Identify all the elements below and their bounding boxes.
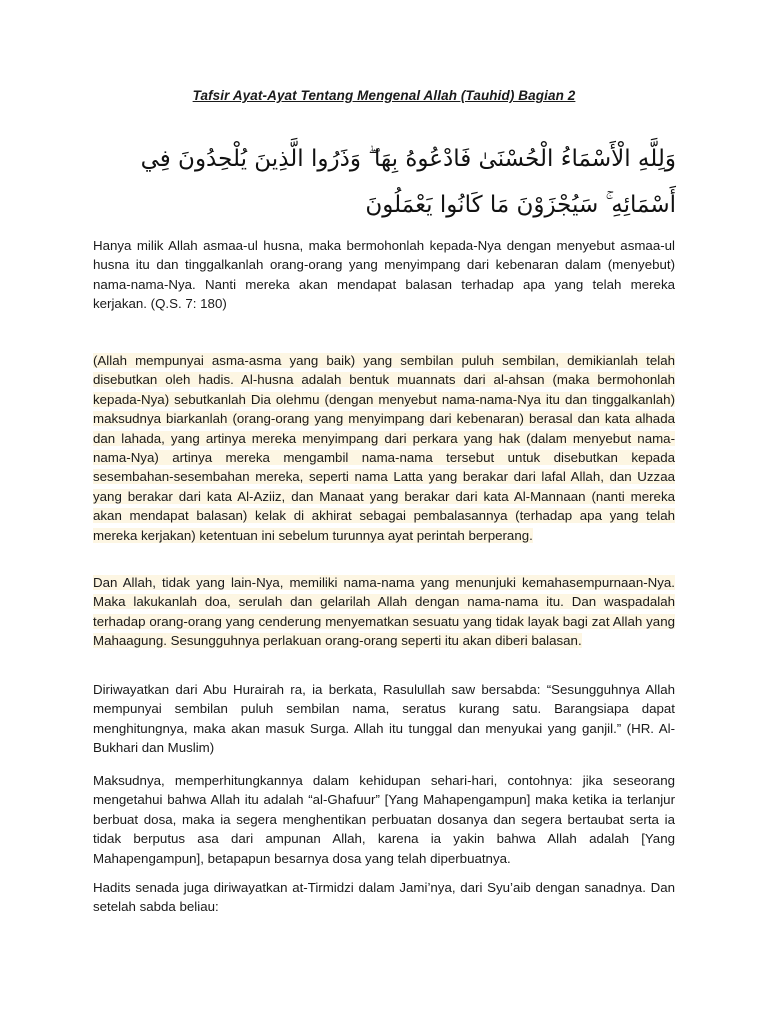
paragraph-tafsir-highlight bbox=[93, 351, 675, 545]
paragraph-tirmidzi: Hadits senada juga diriwayatkan at-Tirmidzi dalam Jami’nya, dari Syu’aib dengan sanadnya. Dan setelah sabda beliau: bbox=[93, 880, 675, 915]
highlighted-text: (Allah mempunyai asma-asma yang baik) yang sembilan puluh sembilan, demikianlah telah disebutkan oleh hadis. Al-husna adalah bentuk muannats dari al-ahsan (maka bermohonlah kepada-Nya) sebutkanlah Dia olehmu (dengan menyebut nama-nama-Nya itu dan tinggalkanlah) maksudnya biarkanlah (orang-orang yang menyimpang dari kebenaran) berasal dan kata alhada dan lahada, yang artinya mereka menyimpang dari perkara yang hak (dalam menyebut nama-nama-Nya) artinya mereka mengambil nama-nama tersebut untuk disebutkan kepada sesembahan-sesembahan mereka, seperti nama Latta yang berakar dari lafal Allah, dan Uzzaa yang berakar dari kata Al-Aziiz, dan Manaat yang berakar dari kata Al-Mannaan (nanti mereka akan mendapat balasan) kelak di akhirat sebagai pembalasannya (terhadap apa yang telah mereka kerjakan) ketentuan ini sebelum turunnya ayat perintah berperang. bbox=[93, 353, 675, 543]
paragraph-translation: Hanya milik Allah asmaa-ul husna, maka bermohonlah kepada-Nya dengan menyebut asmaa-ul husna itu dan tinggalkanlah orang-orang yang menyimpang dari kebenaran dalam (menyebut) nama-nama-Nya. Nanti mereka akan mendapat balasan terhadap apa yang telah mereka kerjakan. (Q.S. 7: 180) bbox=[93, 238, 675, 312]
document-title: Tafsir Ayat-Ayat Tentang Mengenal Allah (Tauhid) Bagian 2 bbox=[192, 88, 576, 103]
highlighted-text: Dan Allah, tidak yang lain-Nya, memiliki nama-nama yang menunjuki kemahasempurnaan-Nya. Maka lakukanlah doa, serulah dan gelarilah Allah dengan nama-nama itu. Dan waspadalah terhadap orang-orang yang cenderung menyematkan sesuatu yang tidak layak bagi zat Allah yang Mahaagung. Sesungguhnya perlakuan orang-orang seperti itu akan diberi balasan. bbox=[93, 575, 675, 649]
arabic-verse: وَلِلَّهِ الْأَسْمَاءُ الْحُسْنَىٰ فَادْعُوهُ بِهَا ۖ وَذَرُوا الَّذِينَ يُلْحِدُونَ فِي أَسْمَائِهِ ۚ سَيُجْزَوْنَ مَا كَانُوا يَعْمَلُونَ bbox=[140, 146, 676, 218]
paragraph-meaning: Maksudnya, memperhitungkannya dalam kehidupan sehari-hari, contohnya: jika seseorang mengetahui bahwa Allah itu adalah “al-Ghafuur” [Yang Mahapengampun] maka ketika ia terlanjur berbuat dosa, maka ia segera menghentikan perbuatan dosanya dan segera bertaubat serta ia tidak berputus asa dari ampunan Allah, karena ia yakin bahwa Allah adalah [Yang Mahapengampun], betapapun besarnya dosa yang telah diperbuatnya. bbox=[93, 773, 675, 866]
paragraph-hadith: Diriwayatkan dari Abu Hurairah ra, ia berkata, Rasulullah saw bersabda: “Sesungguhnya Allah mempunyai sembilan puluh sembilan nama, seratus kurang satu. Barangsiapa dapat menghitungnya, maka akan masuk Surga. Allah itu tunggal dan menyukai yang ganjil.” (HR. Al-Bukhari dan Muslim) bbox=[93, 682, 675, 756]
paragraph-explanation-highlight bbox=[93, 573, 675, 651]
